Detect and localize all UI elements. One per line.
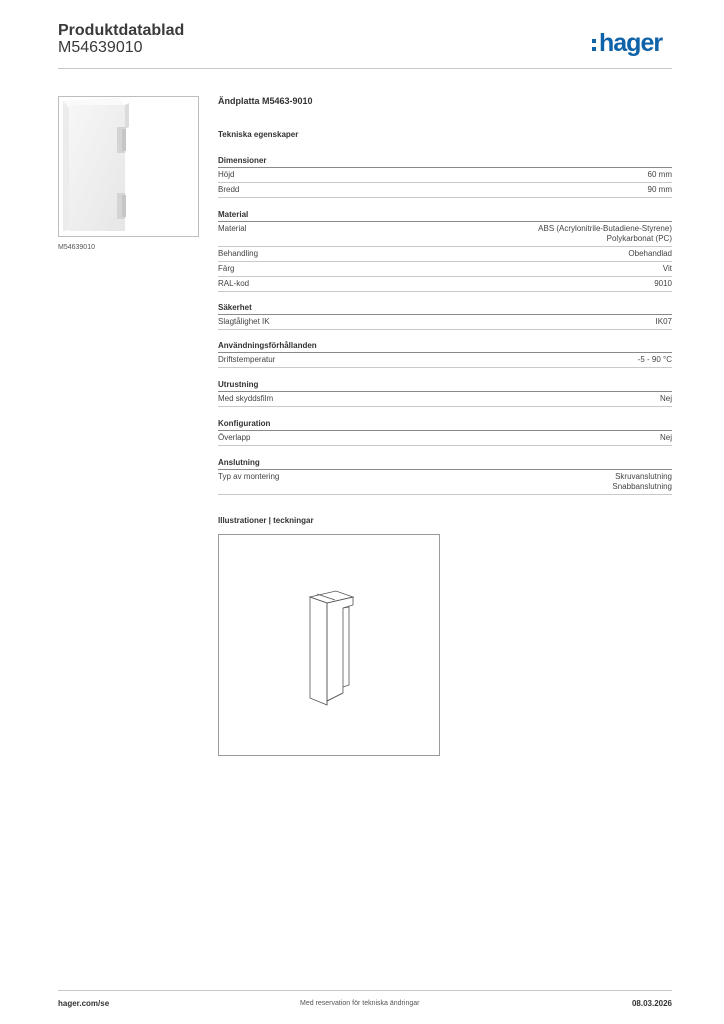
section-dimensioner <box>218 155 672 198</box>
spec-label: Slagtålighet IK <box>218 317 270 326</box>
spec-value <box>538 224 672 244</box>
section-anvandning <box>218 340 672 368</box>
spec-value-line: Polykarbonat (PC) <box>606 234 672 243</box>
spec-value: Nej <box>659 394 672 403</box>
product-photo-caption: M54639010 <box>58 244 95 251</box>
footer-divider <box>58 990 672 991</box>
section-material <box>218 209 672 292</box>
section-heading: Konfiguration <box>218 418 672 431</box>
section-heading: Utrustning <box>218 379 672 392</box>
header-divider <box>58 68 672 69</box>
spec-row-protective-film <box>218 392 672 407</box>
section-anslutning <box>218 457 672 495</box>
footer-notice: Med reservation för tekniska ändringar <box>300 1000 420 1007</box>
spec-label: Med skyddsfilm <box>218 394 274 403</box>
spec-value: Vit <box>662 264 672 273</box>
product-title: Ändplatta M5463-9010 <box>218 96 313 106</box>
spec-row-treatment <box>218 247 672 262</box>
spec-value: Nej <box>659 433 672 442</box>
spec-value-line: Skruvanslutning <box>615 472 672 481</box>
section-heading: Material <box>218 209 672 222</box>
section-sakerhet <box>218 302 672 330</box>
spec-value: IK07 <box>655 317 672 326</box>
section-heading: Dimensioner <box>218 155 672 168</box>
logo-colon-icon <box>592 39 596 51</box>
product-code: M54639010 <box>58 39 143 56</box>
spec-value <box>612 472 672 492</box>
section-utrustning <box>218 379 672 407</box>
spec-label: Material <box>218 224 247 233</box>
section-konfiguration <box>218 418 672 446</box>
spec-value: 9010 <box>654 279 672 288</box>
spec-row-temperature <box>218 353 672 368</box>
spec-row-ral <box>218 277 672 292</box>
spec-row-height <box>218 168 672 183</box>
technical-properties-heading: Tekniska egenskaper <box>218 130 299 139</box>
section-heading: Säkerhet <box>218 302 672 315</box>
spec-label: Behandling <box>218 249 259 258</box>
technical-drawing <box>218 534 440 756</box>
spec-label: Överlapp <box>218 433 251 442</box>
spec-label: Höjd <box>218 170 235 179</box>
spec-value: Obehandlad <box>628 249 672 258</box>
spec-value-line: ABS (Acrylonitrile-Butadiene-Styrene) <box>538 224 672 233</box>
logo-text: hager <box>599 29 663 57</box>
footer-website: hager.com/se <box>58 999 110 1008</box>
spec-row-color <box>218 262 672 277</box>
spec-label: RAL-kod <box>218 279 250 288</box>
spec-row-material <box>218 222 672 247</box>
spec-label: Typ av montering <box>218 472 280 481</box>
product-photo <box>58 96 199 237</box>
spec-value: 60 mm <box>647 170 672 179</box>
spec-row-impact <box>218 315 672 330</box>
hager-logo <box>592 28 676 58</box>
spec-value: 90 mm <box>647 185 672 194</box>
document-type-title: Produktdatablad <box>58 22 185 39</box>
spec-label: Bredd <box>218 185 240 194</box>
illustrations-heading: Illustrationer | teckningar <box>218 516 314 525</box>
spec-label: Driftstemperatur <box>218 355 276 364</box>
spec-value-line: Snabbanslutning <box>612 482 672 491</box>
spec-row-overlap <box>218 431 672 446</box>
footer-date: 08.03.2026 <box>631 999 672 1008</box>
spec-row-mounting <box>218 470 672 495</box>
spec-value: -5 - 90 °C <box>637 355 672 364</box>
section-heading: Användningsförhållanden <box>218 340 672 353</box>
spec-label: Färg <box>218 264 235 273</box>
spec-row-width <box>218 183 672 198</box>
section-heading: Anslutning <box>218 457 672 470</box>
